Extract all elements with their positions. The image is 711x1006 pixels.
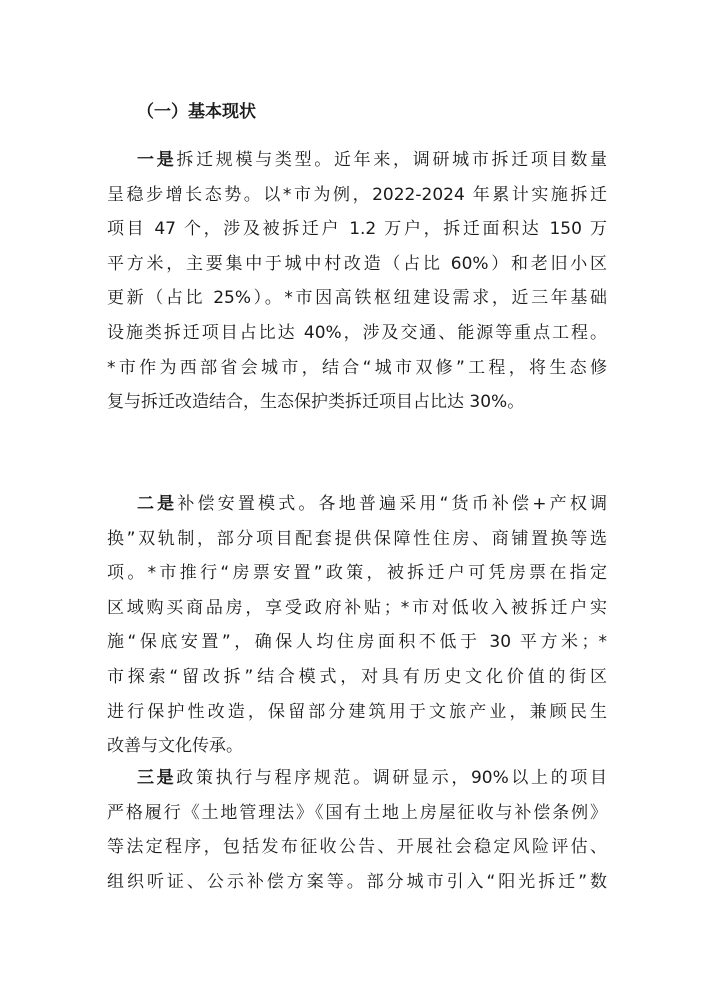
paragraph-lead: 二是 — [137, 494, 178, 514]
paragraph-line — [107, 143, 607, 178]
paragraph-line: 复与拆迁改造结合，生态保护类拆迁项目占比达 30%。 — [107, 392, 525, 413]
paragraph-text: 拆迁规模与类型。近年来，调研城市拆迁项目数量 — [176, 150, 608, 170]
paragraph-line: 严格履行《土地管理法》《国有土地上房屋征收与补偿条例》 — [107, 802, 607, 823]
paragraph-basic-status-scale — [107, 143, 607, 420]
paragraph-line: 设施类拆迁项目占比达 40%，涉及交通、能源等重点工程。 — [107, 322, 607, 343]
paragraph-line: *市作为西部省会城市，结合“城市双修”工程，将生态修 — [107, 357, 607, 378]
paragraph-line: 等法定程序，包括发布征收公告、开展社会稳定风险评估、 — [107, 837, 607, 858]
section-heading: （一）基本现状 — [137, 102, 256, 122]
paragraph-policy-execution — [107, 761, 607, 899]
paragraph-compensation-model — [107, 487, 607, 764]
paragraph-line — [107, 761, 607, 796]
paragraph-line: 区域购买商品房，享受政府补贴；*市对低收入被拆迁户实 — [107, 597, 607, 618]
paragraph-line: 项目 47 个，涉及被拆迁户 1.2 万户，拆迁面积达 150 万 — [107, 219, 607, 240]
paragraph-line: 更新（占比 25%）。*市因高铁枢纽建设需求，近三年基础 — [107, 288, 607, 309]
paragraph-line: 施“保底安置”，确保人均住房面积不低于 30 平方米；* — [107, 632, 607, 653]
paragraph-text: 政策执行与程序规范。调研显示，90%以上的项目 — [176, 768, 607, 788]
paragraph-line: 换”双轨制，部分项目配套提供保障性住房、商铺置换等选 — [107, 528, 607, 549]
paragraph-line: 平方米，主要集中于城中村改造（占比 60%）和老旧小区 — [107, 253, 607, 274]
paragraph-line — [107, 487, 607, 522]
paragraph-line: 组织听证、公示补偿方案等。部分城市引入“阳光拆迁”数 — [107, 871, 607, 892]
paragraph-line: 项。*市推行“房票安置”政策，被拆迁户可凭房票在指定 — [107, 563, 607, 584]
paragraph-lead: 三是 — [137, 768, 177, 788]
paragraph-line: 市探索“留改拆”结合模式，对具有历史文化价值的街区 — [107, 666, 607, 687]
paragraph-line: 呈稳步增长态势。以*市为例，2022-2024 年累计实施拆迁 — [107, 184, 607, 205]
paragraph-text: 补偿安置模式。各地普遍采用“货币补偿+产权调 — [177, 494, 607, 514]
paragraph-lead: 一是 — [137, 150, 177, 170]
paragraph-line: 改善与文化传承。 — [107, 736, 243, 757]
paragraph-line: 进行保护性改造，保留部分建筑用于文旅产业，兼顾民生 — [107, 701, 607, 722]
